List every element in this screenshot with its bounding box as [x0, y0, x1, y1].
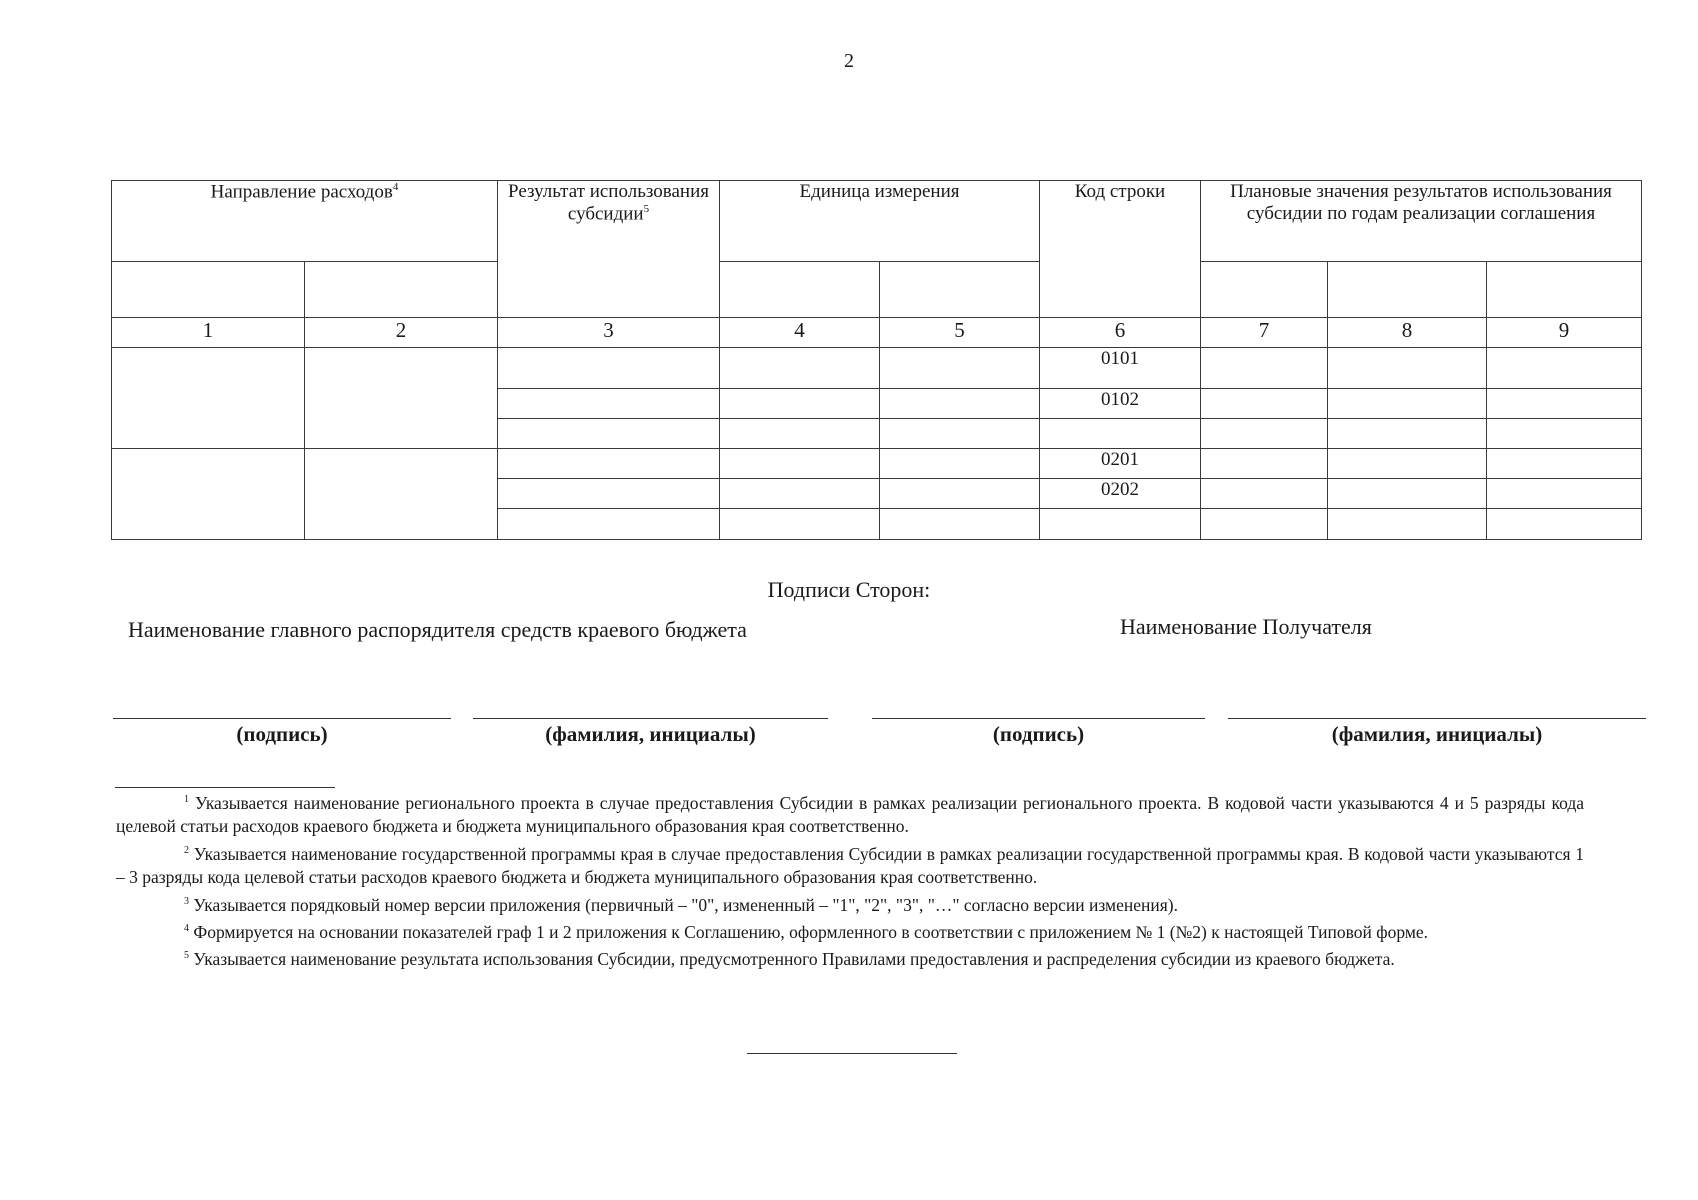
table-cell	[720, 479, 880, 509]
direction-cell	[112, 348, 305, 449]
table-cell	[1328, 389, 1487, 419]
column-number: 1	[112, 318, 305, 348]
table-cell	[1201, 509, 1328, 540]
table-cell	[498, 419, 720, 449]
header-subcell	[1201, 262, 1328, 318]
header-subcell	[112, 262, 305, 318]
column-number-row	[112, 318, 1642, 348]
row-code: 0202	[1040, 479, 1201, 509]
name-line	[1228, 718, 1646, 719]
table-row	[112, 449, 1642, 479]
table-cell	[498, 348, 720, 389]
table-cell	[1328, 348, 1487, 389]
header-result: Результат использования субсидии$^5$	[498, 181, 720, 318]
name-caption: (фамилия, инициалы)	[545, 722, 756, 746]
table-cell	[1487, 419, 1642, 449]
name-line	[473, 718, 828, 719]
signature-caption: (подпись)	[236, 722, 328, 746]
row-code: 0102	[1040, 389, 1201, 419]
table-cell	[1201, 348, 1328, 389]
table-cell	[498, 479, 720, 509]
column-number: 6	[1040, 318, 1201, 348]
table-cell	[720, 449, 880, 479]
table-cell	[720, 348, 880, 389]
header-unit: Единица измерения	[720, 181, 1040, 262]
table-row	[112, 348, 1642, 389]
column-number: 5	[880, 318, 1040, 348]
footnote: $^5$ Указывается наименование результата использования Субсидии, предусмотренного Правилами предоставления и распределения субсидии из краевого бюджета.	[184, 949, 1395, 970]
header-subcell	[305, 262, 498, 318]
table-cell	[880, 509, 1040, 540]
header-planned-values: Плановые значения результатов использования субсидии по годам реализации соглашения	[1201, 181, 1642, 262]
column-number: 8	[1328, 318, 1487, 348]
table-cell	[880, 479, 1040, 509]
direction-code-cell	[305, 449, 498, 540]
header-code: Код строки	[1040, 181, 1201, 318]
row-code: 0201	[1040, 449, 1201, 479]
direction-cell	[112, 449, 305, 540]
footnote: $^3$ Указывается порядковый номер версии приложения (первичный – "0", измененный – "1", "2", "3", "…" согласно версии изменения).	[184, 894, 1178, 915]
end-of-document-line	[747, 1053, 957, 1054]
header-subcell	[720, 262, 880, 318]
header-direction: Направление расходов$^4$	[112, 181, 498, 262]
table-cell	[1487, 389, 1642, 419]
footnotes	[116, 788, 1584, 972]
signature-caption: (подпись)	[992, 722, 1085, 746]
left-party-name: Наименование главного распорядителя средств краевого бюджета	[128, 617, 747, 642]
direction-code-cell	[305, 348, 498, 449]
column-number: 7	[1201, 318, 1328, 348]
column-number: 3	[498, 318, 720, 348]
footnote: $^4$ Формируется на основании показателей граф 1 и 2 приложения к Соглашению, оформленного в соответствии с приложением № 1 (№2) к настоящей Типовой форме.	[184, 921, 1429, 942]
table-cell	[1201, 389, 1328, 419]
table-cell	[880, 449, 1040, 479]
table-cell	[498, 389, 720, 419]
table-cell	[880, 389, 1040, 419]
table-cell	[1201, 419, 1328, 449]
page-number: 2	[844, 50, 854, 72]
table-cell	[1201, 449, 1328, 479]
table-cell	[720, 509, 880, 540]
table-cell	[1328, 419, 1487, 449]
table-cell	[1487, 479, 1642, 509]
header-subcell	[880, 262, 1040, 318]
name-caption: (фамилия, инициалы)	[1331, 722, 1543, 746]
table-cell	[880, 419, 1040, 449]
table-cell	[1328, 479, 1487, 509]
right-party-name: Наименование Получателя	[1120, 614, 1372, 639]
column-number: 4	[720, 318, 880, 348]
table-cell	[498, 509, 720, 540]
table-cell	[1328, 449, 1487, 479]
signature-line	[113, 718, 451, 719]
column-number: 2	[305, 318, 498, 348]
signature-line	[872, 718, 1205, 719]
footnote: $^1$ Указывается наименование регионального проекта в случае предоставления Субсидии в рамках реализации регионального проекта. В кодовой части указываются 4 и 5 разряды кода целевой статьи расходов краевого бюджета и бюджета муниципального образования края соответственно.	[116, 792, 1585, 837]
table-cell	[1487, 509, 1642, 540]
row-code: 0101	[1040, 348, 1201, 389]
row-code	[1040, 509, 1201, 540]
table-cell	[1201, 479, 1328, 509]
column-number: 9	[1487, 318, 1642, 348]
table-cell	[720, 389, 880, 419]
results-table	[111, 180, 1642, 540]
table-cell	[1487, 449, 1642, 479]
table-cell	[498, 449, 720, 479]
header-subcell	[1328, 262, 1487, 318]
table-cell	[880, 348, 1040, 389]
signatures-heading: Подписи Сторон:	[767, 577, 931, 602]
table-cell	[720, 419, 880, 449]
table-cell	[1328, 509, 1487, 540]
row-code	[1040, 419, 1201, 449]
header-subcell	[1487, 262, 1642, 318]
footnote: $^2$ Указывается наименование государственной программы края в случае предоставления Субсидии в рамках реализации государственной программы края. В кодовой части указываются 1 – 3 разряды кода целевой статьи расходов краевого бюджета и бюджета муниципального образования края соответственно.	[116, 843, 1584, 888]
table-cell	[1487, 348, 1642, 389]
